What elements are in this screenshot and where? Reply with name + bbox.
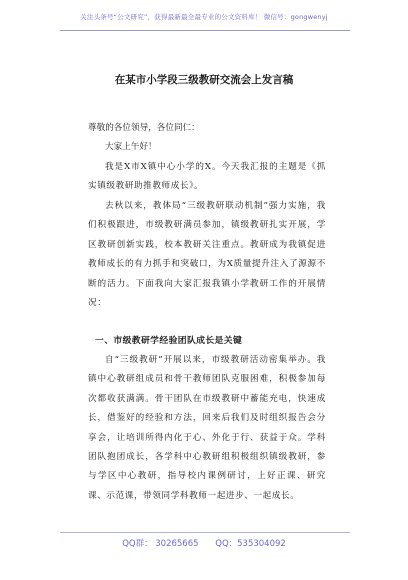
qq-group-number: QQ群： 30265665 — [122, 539, 199, 549]
salutation: 尊敬的各位领导，各位同仁： — [88, 123, 200, 133]
footer-divider — [60, 532, 350, 533]
greeting: 大家上午好！ — [105, 142, 157, 152]
header-notice: 关注头条号“公文研究”，获得最新最全最专业的公文资料库！ 微信号：gongwenyj — [80, 13, 328, 21]
header-divider — [60, 30, 350, 31]
footer-contacts — [0, 537, 408, 549]
section-heading-1: 一、市级教研学经验团队成长是关键 — [95, 336, 243, 346]
intro-paragraph: 我是X市X镇中心小学的X。今天我汇报的主题是《抓实镇级教研助推教师成长》。 — [88, 162, 326, 192]
qq-number: QQ：535304092 — [215, 539, 286, 549]
body-paragraph-1: 去秋以来，教体局“三级教研联动机制”强力实施，我们积极跟进，市级教研满员参加，镇级教研扎实开展，学区教研创新实践，校本教研关注重点。教研成为我镇促进教师成长的有力抓手和突破口，为X质量提升注入了源源不断的活力。下面我向大家汇报我镇小学教研工作的开展情况： — [88, 201, 326, 309]
section-1-body: 自“三级教研”开展以来，市级教研活动密集举办。我镇中心教研组成员和骨干教师团队克服困难，积极参加每次都收获满满。骨干团队在市级教研中蓄能充电，快速成长，借鉴好的经验和方法，回来后我们及时组织报告会分享会，让培训所得内化于心、外化于行、获益于众。学科团队抱团成长，各学科中心教研组积极组织镇级教研，参与学区中心教研，指导校内课例研讨，上好正课、研究课、示范课，带领同学科教师一起进步、一起成长。 — [88, 355, 326, 501]
document-title: 在某市小学段三级教研交流会上发言稿 — [114, 74, 294, 86]
